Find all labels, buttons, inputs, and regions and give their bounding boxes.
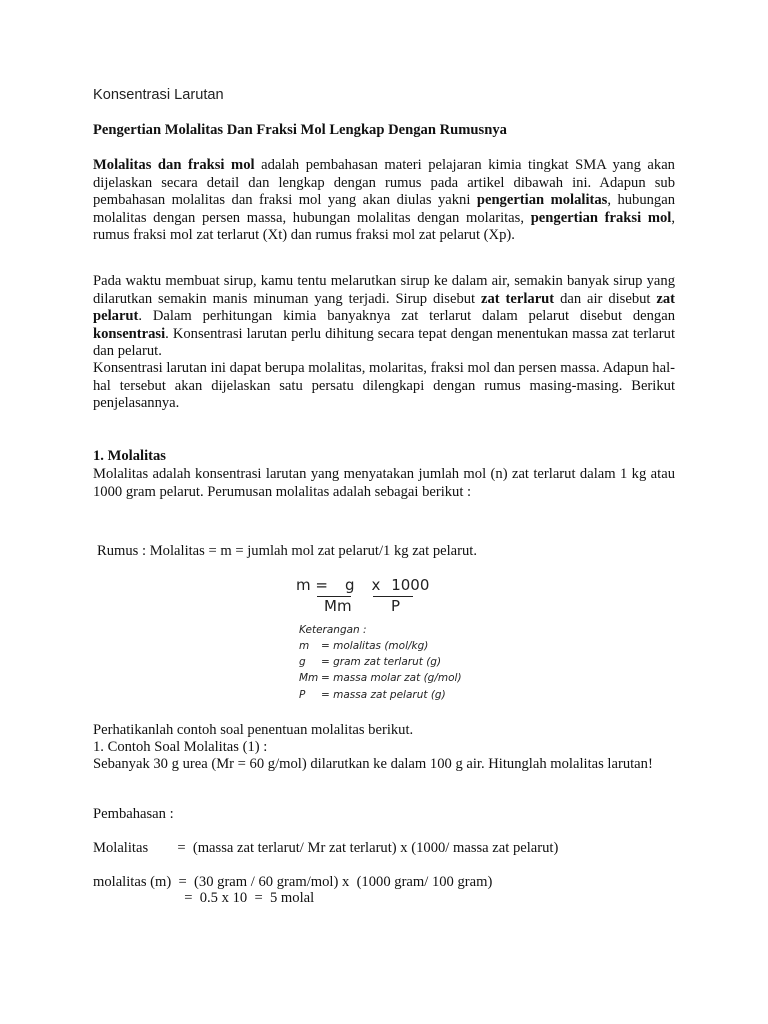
paragraph-molalitas-definition: Molalitas adalah konsentrasi larutan yang menyatakan jumlah mol (n) zat terlarut dalam 1 kg atau 1000 gram pelarut. Perumusan molalitas adalah sebagai berikut : bbox=[93, 466, 675, 500]
paragraph-intro bbox=[93, 157, 675, 245]
legend-symbol: P bbox=[299, 689, 306, 701]
formula-legend-row bbox=[299, 654, 441, 672]
example-title: 1. Contoh Soal Molalitas (1) : bbox=[93, 739, 268, 755]
bold-term: pengertian molalitas bbox=[476, 192, 608, 208]
example-question: Sebanyak 30 g urea (Mr = 60 g/mol) dilarutkan ke dalam 100 g air. Hitunglah molalitas larutan! bbox=[93, 756, 653, 772]
solution-line-1: Molalitas = (massa zat terlarut/ Mr zat terlarut) x (1000/ massa zat pelarut) bbox=[93, 840, 559, 856]
legend-desc: = massa molar zat (g/mol) bbox=[321, 672, 462, 684]
section-heading-text: 1. Molalitas bbox=[93, 448, 166, 464]
formula-legend-row bbox=[299, 687, 446, 705]
text-run: . Konsentrasi larutan perlu dihitung secara tepat dengan menentukan massa zat terlarut dan pelarut. bbox=[93, 325, 675, 359]
formula-g: g bbox=[344, 576, 355, 594]
legend-symbol: m bbox=[299, 640, 310, 652]
text-run: adalah pembahasan materi pelajaran kimia tingkat SMA yang akan dijelaskan secara detail dan lengkap dengan rumus pada artikel dibawah ini. Adapun sub pembahasan molalitas dan fraksi mol yang akan diulas yakni bbox=[93, 157, 675, 208]
text-run: . Dalam perhitungan kimia banyaknya zat terlarut dalam pelarut disebut dengan bbox=[138, 308, 675, 324]
legend-symbol: g bbox=[299, 656, 306, 668]
example-intro: Perhatikanlah contoh soal penentuan molalitas berikut. bbox=[93, 722, 414, 738]
document-title: Konsentrasi Larutan bbox=[93, 87, 224, 103]
formula-legend-row bbox=[299, 670, 462, 688]
rumus-line: Rumus : Molalitas = m = jumlah mol zat pelarut/1 kg zat pelarut. bbox=[97, 543, 478, 559]
text-run: Pada waktu membuat sirup, kamu tentu melarutkan sirup ke dalam air, semakin banyak sirup yang dilarutkan semakin manis minuman yang terjadi. Sirup disebut bbox=[93, 273, 675, 307]
legend-desc: = massa zat pelarut (g) bbox=[321, 689, 446, 701]
formula-p: P bbox=[391, 597, 401, 615]
formula-m-eq: m = bbox=[296, 576, 328, 594]
bold-term: zat pelarut bbox=[93, 290, 676, 324]
formula-1000: 1000 bbox=[391, 576, 430, 594]
formula-numerator bbox=[296, 577, 429, 595]
article-title-text: Pengertian Molalitas Dan Fraksi Mol Lengkap Dengan Rumusnya bbox=[93, 122, 507, 138]
article-title bbox=[93, 122, 675, 140]
paragraph-konsentrasi: Konsentrasi larutan ini dapat berupa molalitas, molaritas, fraksi mol dan persen massa. Adapun hal-hal tersebut akan dijelaskan satu persatu dilengkapi dengan rumus masing-masing. Berikut penjelasannya. bbox=[93, 360, 675, 411]
legend-desc: = molalitas (mol/kg) bbox=[321, 640, 429, 652]
section-heading-molalitas bbox=[93, 448, 675, 466]
formula-image bbox=[296, 577, 476, 707]
solution-line-3: = 0.5 x 10 = 5 molal bbox=[93, 890, 315, 906]
bold-term: konsentrasi bbox=[93, 325, 166, 342]
formula-mm: Mm bbox=[324, 597, 352, 615]
legend-symbol: Mm bbox=[299, 672, 319, 684]
legend-desc: = gram zat terlarut (g) bbox=[321, 656, 442, 668]
solution-line-2: molalitas (m) = (30 gram / 60 gram/mol) x (1000 gram/ 100 gram) bbox=[93, 874, 493, 890]
formula-legend-row bbox=[299, 638, 428, 656]
formula-times: x bbox=[371, 576, 381, 594]
paragraph-sirup bbox=[93, 273, 675, 361]
pembahasan-label: Pembahasan : bbox=[93, 806, 174, 822]
formula-keterangan: Keterangan : bbox=[299, 624, 367, 636]
text-run: , rumus fraksi mol zat terlarut (Xt) dan rumus fraksi mol zat pelarut (Xp). bbox=[93, 209, 675, 243]
text-run: , hubungan molalitas dengan persen massa, hubungan molalitas dengan molaritas, bbox=[93, 192, 675, 226]
bold-term: zat terlarut bbox=[481, 290, 555, 307]
text-run: dan air disebut bbox=[554, 290, 657, 307]
bold-term: Molalitas dan fraksi mol bbox=[93, 157, 255, 173]
bold-term: pengertian fraksi mol bbox=[530, 209, 672, 226]
